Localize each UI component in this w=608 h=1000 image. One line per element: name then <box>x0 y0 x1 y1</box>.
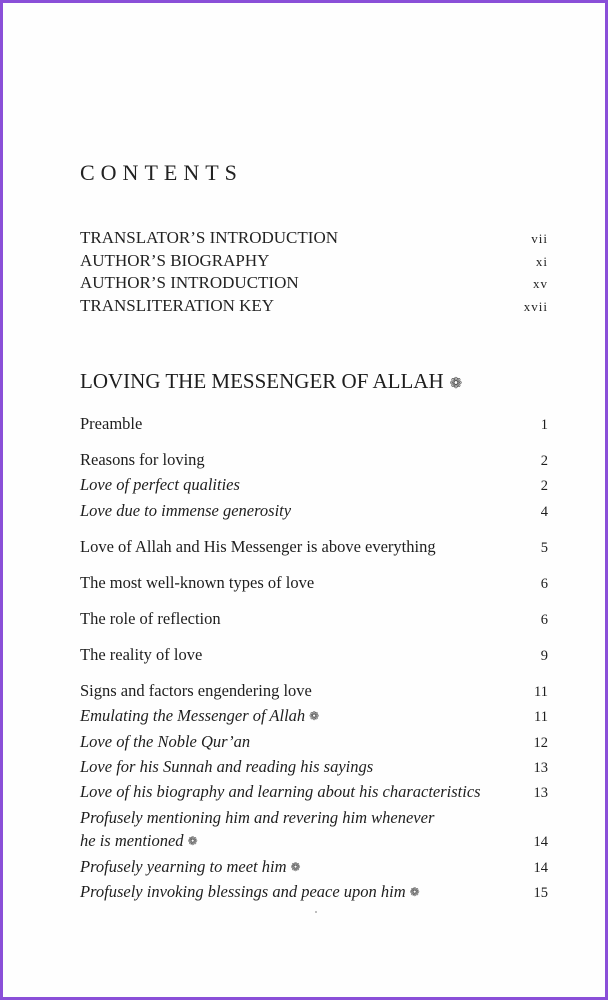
entry-title: Preamble <box>80 414 143 433</box>
front-matter-label: TRANSLITERATION KEY <box>80 296 275 316</box>
entry-page: 11 <box>534 683 548 700</box>
subentry-title: Love for his Sunnah and reading his sayings <box>80 757 374 777</box>
toc-subentry <box>80 730 548 755</box>
front-matter-page: xv <box>533 276 548 292</box>
toc-subentry <box>80 755 548 780</box>
toc-entry <box>80 643 548 668</box>
entry-title: The reality of love <box>80 644 203 664</box>
toc-subentry <box>80 855 548 880</box>
entry-page: 12 <box>533 734 548 751</box>
front-matter-item <box>80 295 548 318</box>
toc-entry <box>80 412 548 437</box>
front-matter-page: xvii <box>523 299 548 315</box>
entry-page: 5 <box>540 539 548 556</box>
entry-page: 14 <box>533 834 548 851</box>
entry-page: 4 <box>540 503 548 520</box>
entry-title: The role of reflection <box>80 608 221 628</box>
section-title <box>80 369 462 394</box>
subentry-title: Profusely invoking blessings and peace upon him <box>80 882 406 902</box>
entry-page: 14 <box>533 859 548 876</box>
entry-title: The most well-known types of love <box>80 572 315 592</box>
entry-page: 13 <box>533 760 548 777</box>
front-matter-label: AUTHOR’S BIOGRAPHY <box>80 250 270 270</box>
entry-page: 2 <box>540 453 548 469</box>
entry-page: 15 <box>533 885 548 902</box>
contents-heading: CONTENTS <box>80 160 243 185</box>
honorific-seal-icon: ❁ <box>449 376 463 392</box>
entry-title: Reasons for loving <box>80 450 205 469</box>
toc-entry <box>80 571 548 596</box>
subentry-title: Love of the Noble Qur’an <box>80 731 251 751</box>
entry-page: 11 <box>534 709 548 726</box>
toc-subentry <box>80 473 548 498</box>
entry-page: 9 <box>540 647 548 664</box>
entry-page: 6 <box>540 611 548 628</box>
entry-page: 13 <box>533 785 548 802</box>
subentry-title: Profusely yearning to meet him <box>80 856 287 876</box>
front-matter-label: TRANSLATOR’S INTRODUCTION <box>80 228 338 247</box>
subentry-title: Love of his biography and learning about his characteristics <box>80 782 481 802</box>
toc-subentry <box>80 704 548 729</box>
entry-title: Signs and factors engendering love <box>80 680 312 700</box>
toc-subentry <box>80 780 548 805</box>
toc-entry <box>80 679 548 704</box>
toc-subentry <box>80 880 548 905</box>
front-matter-label: AUTHOR’S INTRODUCTION <box>80 273 299 293</box>
toc-entry-list <box>80 412 548 905</box>
subentry-title: Love of perfect qualities <box>80 475 240 495</box>
subentry-title: Emulating the Messenger of Allah <box>80 706 306 726</box>
subentry-title: he is mentioned <box>80 831 184 851</box>
subentry-title: Profusely mentioning him and revering him whenever <box>80 807 435 827</box>
honorific-seal-icon: ❁ <box>187 834 198 849</box>
front-matter-page: vii <box>531 231 548 246</box>
honorific-seal-icon: ❁ <box>409 885 420 900</box>
honorific-seal-icon: ❁ <box>290 859 301 874</box>
entry-title: Love of Allah and His Messenger is above everything <box>80 536 436 556</box>
front-matter-item <box>80 250 548 273</box>
entry-page: 1 <box>540 417 548 433</box>
toc-subentry <box>80 829 548 854</box>
toc-subentry <box>80 499 548 524</box>
front-matter-item <box>80 227 548 250</box>
entry-page: 6 <box>540 575 548 592</box>
honorific-seal-icon: ❁ <box>309 709 320 724</box>
entry-page: 2 <box>540 478 548 495</box>
paper-speck <box>315 911 317 913</box>
toc-subentry <box>80 806 548 829</box>
toc-entry <box>80 607 548 632</box>
front-matter-item <box>80 272 548 295</box>
section-title-text: LOVING THE MESSENGER OF ALLAH <box>80 369 444 393</box>
front-matter-page: xi <box>535 253 548 269</box>
toc-entry <box>80 535 548 560</box>
front-matter-list <box>80 227 548 318</box>
toc-entry <box>80 448 548 473</box>
subentry-title: Love due to immense generosity <box>80 500 292 520</box>
